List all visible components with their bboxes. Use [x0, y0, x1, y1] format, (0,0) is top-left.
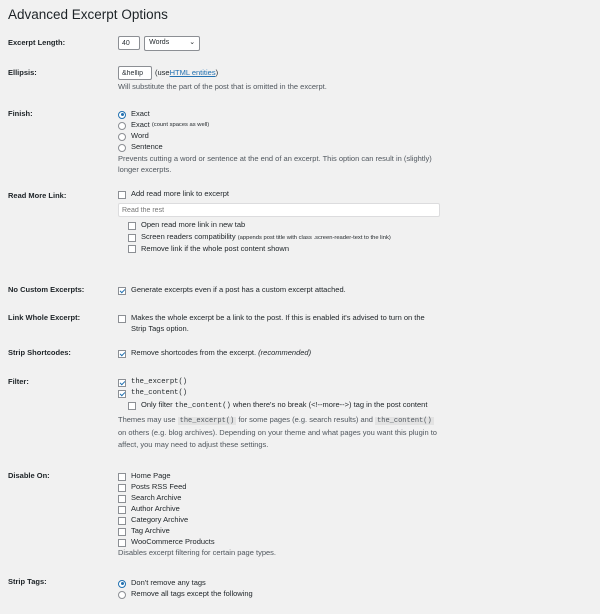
remove-whole-label: Remove link if the whole post content shown — [141, 243, 289, 253]
disable-on-item[interactable] — [118, 526, 448, 537]
ellipsis-input[interactable] — [118, 66, 152, 80]
strip-tags-option-label: Remove all tags except the following — [131, 589, 253, 599]
disable-tag-checkbox[interactable] — [118, 528, 126, 536]
filter-content-option[interactable] — [118, 388, 448, 399]
no-custom-label: No Custom Excerpts: — [8, 285, 85, 294]
filter-label: Filter: — [8, 377, 29, 386]
filter-desc-code: the_content() — [377, 417, 432, 426]
finish-option[interactable] — [118, 131, 448, 142]
disable-on-description: Disables excerpt filtering for certain page types. — [118, 548, 276, 557]
no-custom-field — [118, 285, 448, 296]
link-whole-option[interactable] — [118, 313, 438, 335]
strip-shortcodes-field — [118, 348, 448, 359]
screen-readers-checkbox[interactable] — [128, 234, 136, 242]
filter-only-checkbox[interactable] — [128, 402, 136, 410]
disable-on-item-label: WooCommerce Products — [131, 537, 215, 547]
disable-on-item[interactable] — [118, 471, 448, 482]
screen-readers-note: (appends post title with class .screen-reader-text to the link) — [237, 235, 391, 241]
disable-on-item[interactable] — [118, 537, 448, 548]
finish-exact-spaces-radio[interactable] — [118, 122, 126, 130]
finish-exact-radio[interactable] — [118, 111, 126, 119]
page-title: Advanced Excerpt Options — [8, 7, 168, 22]
filter-desc-text: Themes may use — [118, 415, 176, 425]
filter-content-label: the_content() — [131, 389, 188, 398]
link-whole-label: Link Whole Excerpt: — [8, 313, 81, 322]
filter-excerpt-checkbox[interactable] — [118, 379, 126, 387]
disable-on-item-label: Home Page — [131, 471, 171, 481]
link-whole-checkbox[interactable] — [118, 315, 126, 323]
filter-description — [118, 414, 438, 450]
disable-on-item[interactable] — [118, 504, 448, 515]
finish-description: Prevents cutting a word or sentence at the end of an excerpt. This option can result in (slightly) longer excerpts. — [118, 154, 432, 174]
disable-author-checkbox[interactable] — [118, 506, 126, 514]
filter-content-checkbox[interactable] — [118, 390, 126, 398]
disable-on-item[interactable] — [118, 493, 448, 504]
html-entities-link[interactable]: HTML entities — [169, 67, 216, 77]
disable-on-item-label: Category Archive — [131, 515, 189, 525]
no-custom-checkbox[interactable] — [118, 287, 126, 295]
read-more-add[interactable] — [118, 189, 448, 200]
strip-shortcodes-text: Remove shortcodes from the excerpt. — [131, 348, 257, 358]
finish-sentence-radio[interactable] — [118, 144, 126, 152]
new-tab-label: Open read more link in new tab — [141, 220, 246, 230]
filter-excerpt-label: the_excerpt() — [131, 378, 188, 387]
link-whole-text: Makes the whole excerpt be a link to the post. If this is enabled it's advised to turn on the Strip Tags option. — [131, 313, 425, 333]
disable-on-item-label: Author Archive — [131, 504, 180, 514]
finish-field — [118, 109, 448, 176]
disable-on-field — [118, 471, 448, 559]
screen-readers-label: Screen readers compatibility — [141, 232, 236, 241]
filter-only-suffix: when there's no break (<!--more-->) tag in the post content — [232, 400, 428, 409]
new-tab-checkbox[interactable] — [128, 222, 136, 230]
no-custom-text: Generate excerpts even if a post has a custom excerpt attached. — [131, 285, 346, 295]
strip-tags-none-radio[interactable] — [118, 580, 126, 588]
disable-on-item-label: Search Archive — [131, 493, 182, 503]
strip-tags-option[interactable] — [118, 589, 448, 600]
finish-option[interactable] — [118, 120, 448, 131]
strip-tags-field — [118, 578, 448, 600]
disable-on-item[interactable] — [118, 515, 448, 526]
read-more-label: Read More Link: — [8, 191, 67, 200]
filter-only-prefix: Only filter — [141, 400, 173, 409]
strip-tags-except-radio[interactable] — [118, 591, 126, 599]
strip-shortcodes-checkbox[interactable] — [118, 350, 126, 358]
filter-desc-code: the_excerpt() — [179, 417, 235, 426]
disable-woocommerce-checkbox[interactable] — [118, 539, 126, 547]
disable-on-item-label: Tag Archive — [131, 526, 170, 536]
ellipsis-field — [118, 66, 448, 93]
excerpt-length-input[interactable] — [118, 36, 140, 50]
excerpt-unit-value: Words — [149, 39, 170, 47]
finish-option-note: (count spaces as well) — [151, 122, 210, 129]
strip-tags-option[interactable] — [118, 578, 448, 589]
disable-on-item[interactable] — [118, 482, 448, 493]
recommended-note: (recommended) — [258, 348, 312, 358]
finish-label: Finish: — [8, 109, 33, 118]
excerpt-unit-select[interactable] — [144, 36, 200, 51]
disable-rss-checkbox[interactable] — [118, 484, 126, 492]
filter-only-code: the_content() — [174, 402, 231, 410]
disable-home-checkbox[interactable] — [118, 473, 126, 481]
finish-option[interactable] — [118, 109, 448, 120]
finish-option-label: Exact — [131, 109, 150, 119]
read-more-text-input[interactable] — [118, 203, 440, 217]
excerpt-length-label: Excerpt Length: — [8, 38, 66, 47]
strip-shortcodes-label: Strip Shortcodes: — [8, 348, 71, 357]
read-more-add-label: Add read more link to excerpt — [131, 189, 229, 199]
remove-whole-checkbox[interactable] — [128, 245, 136, 253]
ellipsis-label: Ellipsis: — [8, 68, 37, 77]
read-more-screen-readers[interactable] — [128, 232, 448, 243]
finish-option-label: Exact — [131, 120, 150, 130]
disable-on-item-label: Posts RSS Feed — [131, 482, 187, 492]
chevron-down-icon: ⌄ — [189, 39, 196, 47]
excerpt-length-field — [118, 36, 448, 51]
read-more-remove-whole[interactable] — [128, 244, 448, 255]
ellipsis-note-suffix: ) — [215, 67, 219, 77]
disable-search-checkbox[interactable] — [118, 495, 126, 503]
strip-tags-label: Strip Tags: — [8, 577, 47, 586]
read-more-add-checkbox[interactable] — [118, 191, 126, 199]
finish-option-label: Sentence — [131, 142, 163, 152]
link-whole-field — [118, 313, 438, 335]
read-more-field — [118, 189, 448, 255]
strip-shortcodes-option[interactable] — [118, 348, 448, 359]
filter-field — [118, 377, 448, 451]
finish-option-label: Word — [131, 131, 149, 141]
finish-word-radio[interactable] — [118, 133, 126, 141]
strip-tags-option-label: Don't remove any tags — [131, 578, 206, 588]
filter-only-option[interactable] — [118, 400, 448, 411]
disable-on-label: Disable On: — [8, 471, 50, 480]
ellipsis-description: Will substitute the part of the post that is omitted in the excerpt. — [118, 82, 327, 91]
filter-desc-text: on others (e.g. blog archives). Depending on your theme and what pages you want this plugin to affect, you may need to adjust these settings. — [118, 428, 437, 449]
filter-desc-text: for some pages (e.g. search results) and — [238, 415, 373, 425]
read-more-new-tab[interactable] — [128, 220, 448, 231]
no-custom-option[interactable] — [118, 285, 448, 296]
disable-category-checkbox[interactable] — [118, 517, 126, 525]
ellipsis-note-prefix: (use — [155, 67, 170, 77]
finish-option[interactable] — [118, 142, 448, 153]
filter-excerpt-option[interactable] — [118, 377, 448, 388]
